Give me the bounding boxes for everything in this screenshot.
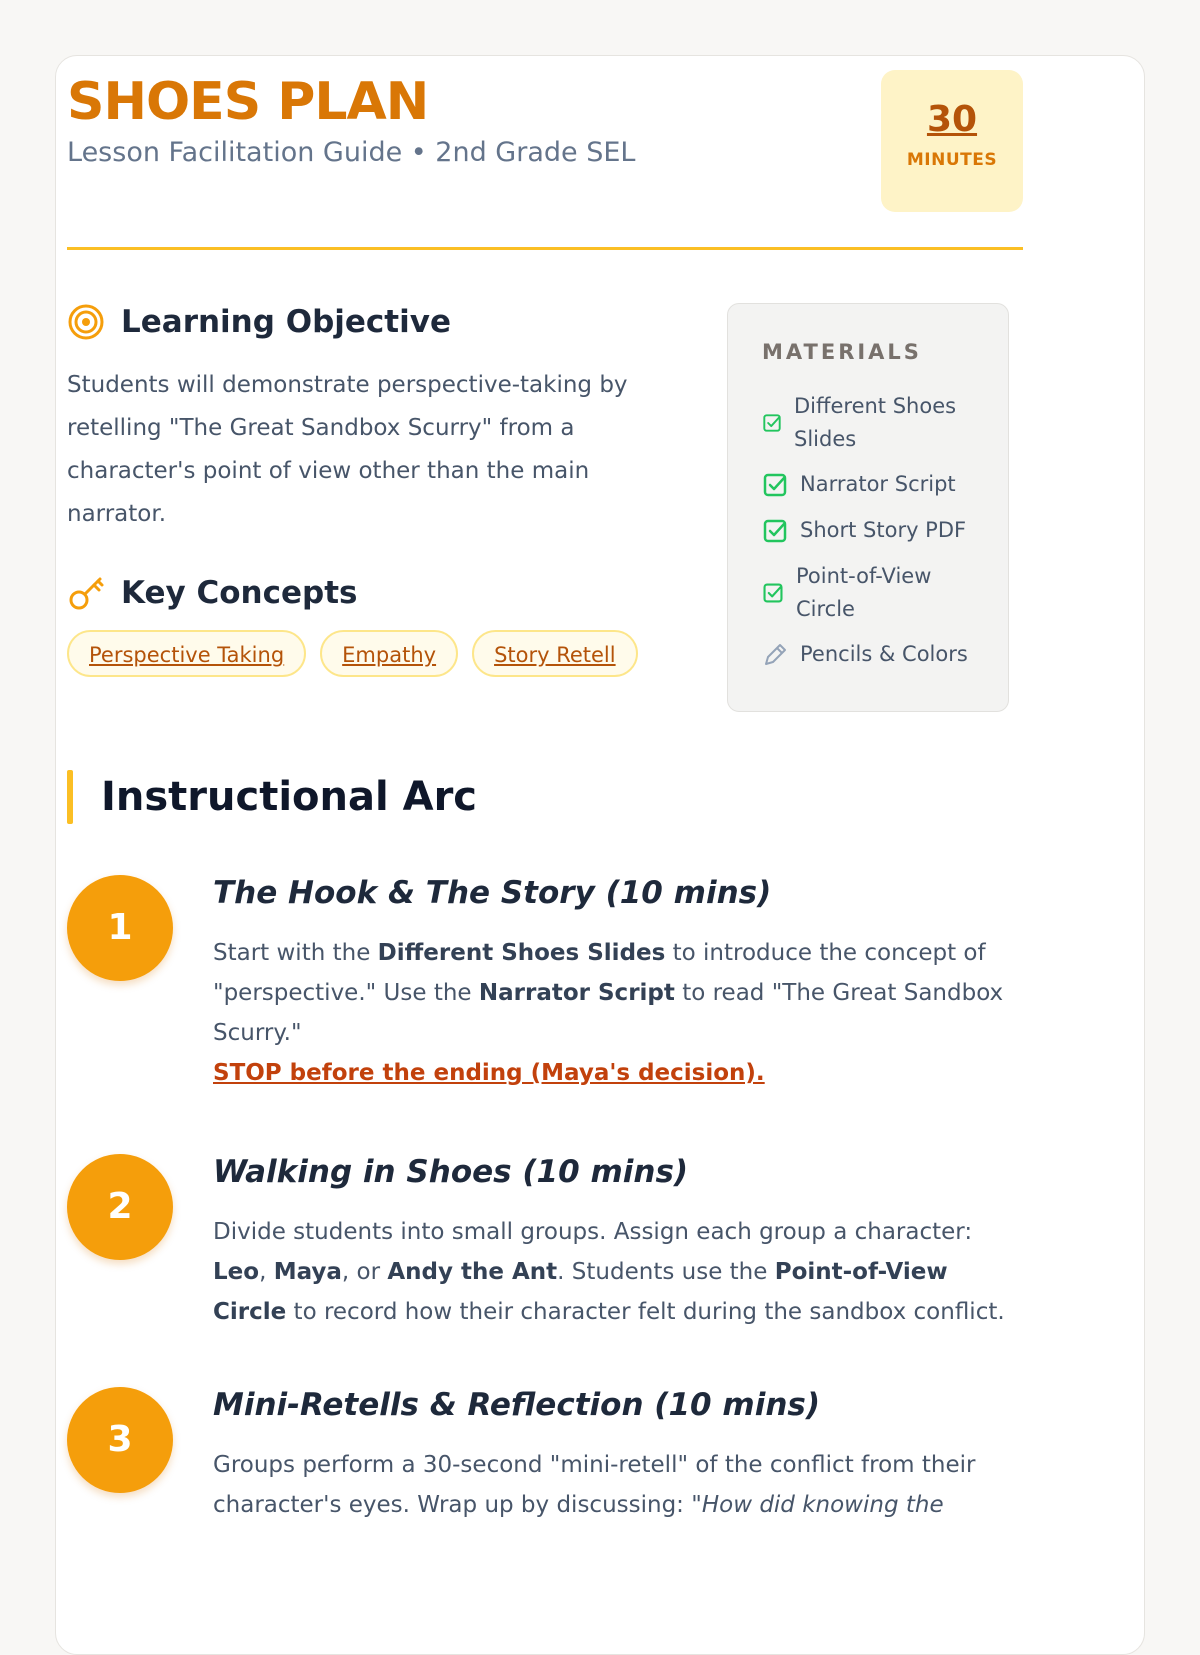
step-body-text: . Students use the [557, 1259, 775, 1285]
page-title: SHOES PLAN [67, 72, 429, 132]
arc-heading [67, 770, 477, 824]
step-body [213, 1212, 1023, 1332]
step-body-text: to read "The Great Sandbox Scurry." [213, 980, 1004, 1046]
step-body-text: , or [341, 1259, 388, 1285]
step-body [213, 1445, 1023, 1525]
header [67, 70, 1023, 250]
step-body-emphasis: Andy the Ant [387, 1259, 558, 1285]
materials-item-label: Short Story PDF [800, 518, 967, 542]
step-body-emphasis: Point-of-View Circle [213, 1259, 948, 1325]
step-title: The Hook & The Story (10 mins) [213, 875, 772, 911]
step-number: 3 [67, 1387, 173, 1493]
arc-heading-bar [67, 770, 73, 824]
objective-heading-label: Learning Objective [121, 304, 451, 340]
step-body-text: Start with the [213, 940, 378, 966]
materials-item [762, 390, 984, 456]
page-subtitle: Lesson Facilitation Guide • 2nd Grade SEL [67, 137, 636, 168]
key-concepts-heading-label: Key Concepts [121, 575, 358, 611]
step-number: 2 [67, 1154, 173, 1260]
pencil-icon [762, 642, 788, 668]
step-body-emphasis: Maya [273, 1259, 342, 1285]
step-body-text: to record how their character felt during the sandbox conflict. [286, 1299, 1005, 1325]
objective-text: Students will demonstrate perspective-taking by retelling "The Great Sandbox Scurry" from a character's point of view other than the main narrator. [67, 372, 628, 527]
duration-badge [881, 70, 1023, 212]
step-body-emphasis: Narrator Script [478, 980, 675, 1006]
check-square-icon [762, 413, 782, 433]
materials-item-label: Point-of-View Circle [796, 564, 932, 621]
materials-item [762, 514, 966, 547]
step-title: Mini-Retells & Reflection (10 mins) [213, 1387, 821, 1423]
concept-chips [67, 630, 652, 677]
step-body-text: Groups perform a 30-second "mini-retell" of the conflict from their character's eyes. Wrap up by discussing: [213, 1452, 976, 1518]
check-square-icon [762, 472, 788, 498]
duration-value[interactable]: 30 [926, 99, 978, 140]
duration-unit: MINUTES [906, 150, 998, 170]
step-alert[interactable]: STOP before the ending (Maya's decision). [213, 1060, 765, 1086]
materials-panel [727, 303, 1009, 712]
concept-chip[interactable]: Empathy [320, 630, 458, 677]
step-number: 1 [67, 875, 173, 981]
target-icon [67, 303, 105, 341]
step-body-text: , [259, 1259, 274, 1285]
step-body-emphasis: Leo [213, 1259, 260, 1285]
step-body-quote: "How did knowing the [691, 1492, 944, 1518]
check-square-icon [762, 582, 784, 604]
step-body-text: to introduce the concept of "perspective." Use the [213, 940, 986, 1006]
materials-item [762, 560, 966, 626]
materials-item [762, 638, 968, 671]
materials-heading: MATERIALS [762, 340, 922, 364]
materials-item [762, 468, 956, 501]
materials-item-label: Different Shoes Slides [794, 394, 957, 451]
materials-item-label: Pencils & Colors [800, 642, 968, 666]
key-icon [67, 574, 105, 612]
concept-chip[interactable]: Perspective Taking [67, 630, 306, 677]
header-divider [67, 247, 1023, 250]
check-square-icon [762, 518, 788, 544]
arc-heading-label: Instructional Arc [101, 774, 478, 820]
key-concepts-heading [67, 574, 357, 612]
step-body-emphasis: Different Shoes Slides [377, 940, 666, 966]
objective-heading [67, 303, 451, 341]
concept-chip[interactable]: Story Retell [472, 630, 638, 677]
step-body [213, 933, 1023, 1053]
step-body-text: Divide students into small groups. Assign each group a character: [213, 1219, 973, 1245]
materials-item-label: Narrator Script [800, 472, 956, 496]
step-title: Walking in Shoes (10 mins) [213, 1154, 689, 1190]
